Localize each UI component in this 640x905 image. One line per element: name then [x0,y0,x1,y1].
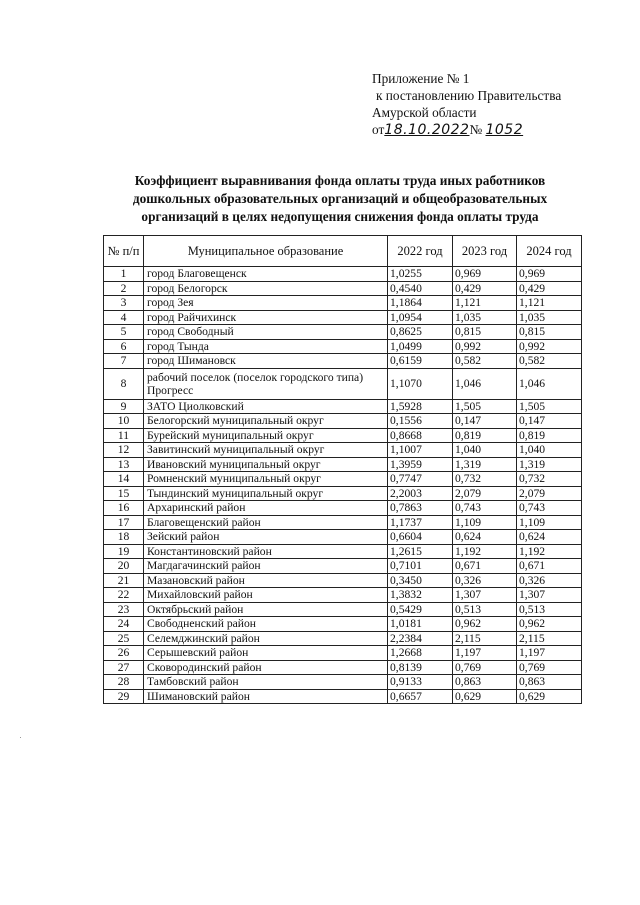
municipality-name: Сковородинский район [144,660,388,675]
value-2023: 0,819 [453,428,517,443]
value-2024: 0,769 [517,660,582,675]
value-2024: 0,513 [517,602,582,617]
table-row [104,515,582,530]
value-2022: 0,4540 [388,281,453,296]
value-2022: 0,8668 [388,428,453,443]
value-2022: 0,7747 [388,472,453,487]
value-2023: 1,109 [453,515,517,530]
value-2023: 1,035 [453,310,517,325]
municipality-name: город Белогорск [144,281,388,296]
row-number: 23 [104,602,144,617]
header-municipality: Муниципальное образование [144,236,388,267]
value-2022: 1,3832 [388,588,453,603]
value-2022: 0,6604 [388,530,453,545]
value-2024: 0,582 [517,354,582,369]
header-2022: 2022 год [388,236,453,267]
value-2022: 1,5928 [388,399,453,414]
municipality-name: Ивановский муниципальный округ [144,457,388,472]
value-2023: 0,326 [453,573,517,588]
municipality-name: Михайловский район [144,588,388,603]
value-2023: 0,732 [453,472,517,487]
value-2023: 1,040 [453,443,517,458]
municipality-name: Селемджинский район [144,631,388,646]
table-row [104,617,582,632]
table-row [104,486,582,501]
municipality-name: Магдагачинский район [144,559,388,574]
table-row [104,281,582,296]
value-2023: 0,969 [453,267,517,282]
municipality-name: город Свободный [144,325,388,340]
value-2024: 0,815 [517,325,582,340]
municipality-name: Тындинский муниципальный округ [144,486,388,501]
value-2023: 0,962 [453,617,517,632]
value-2022: 2,2384 [388,631,453,646]
value-2024: 1,040 [517,443,582,458]
row-number: 24 [104,617,144,632]
appendix-line-2: к постановлению Правительства [376,88,562,103]
value-2024: 0,819 [517,428,582,443]
row-number: 15 [104,486,144,501]
row-number: 17 [104,515,144,530]
value-2022: 1,1070 [388,368,453,399]
value-2022: 0,6657 [388,689,453,704]
value-2024: 0,969 [517,267,582,282]
municipality-name: Шимановский район [144,689,388,704]
table-row [104,646,582,661]
municipality-name: город Тында [144,339,388,354]
municipality-name: ЗАТО Циолковский [144,399,388,414]
value-2023: 1,319 [453,457,517,472]
value-2022: 2,2003 [388,486,453,501]
value-2022: 0,5429 [388,602,453,617]
value-2022: 0,3450 [388,573,453,588]
row-number: 29 [104,689,144,704]
table-row [104,414,582,429]
municipality-name: Октябрьский район [144,602,388,617]
value-2023: 0,147 [453,414,517,429]
table-row [104,544,582,559]
value-2023: 0,582 [453,354,517,369]
municipality-name: Константиновский район [144,544,388,559]
coefficient-table [103,235,582,704]
value-2022: 0,8625 [388,325,453,340]
municipality-name: Ромненский муниципальный округ [144,472,388,487]
value-2024: 0,429 [517,281,582,296]
row-number: 11 [104,428,144,443]
table-row [104,399,582,414]
row-number: 5 [104,325,144,340]
table-row [104,602,582,617]
table-row [104,296,582,311]
scan-speck [20,737,21,738]
municipality-name: Бурейский муниципальный округ [144,428,388,443]
value-2023: 0,743 [453,501,517,516]
handwritten-number: 1052 [485,122,524,138]
value-2024: 0,326 [517,573,582,588]
table-row [104,472,582,487]
row-number: 16 [104,501,144,516]
value-2022: 1,3959 [388,457,453,472]
value-2024: 1,197 [517,646,582,661]
row-number: 19 [104,544,144,559]
row-number: 26 [104,646,144,661]
municipality-name: город Шимановск [144,354,388,369]
value-2022: 1,2668 [388,646,453,661]
value-2022: 1,1864 [388,296,453,311]
value-2024: 1,035 [517,310,582,325]
row-number: 3 [104,296,144,311]
municipality-name: Завитинский муниципальный округ [144,443,388,458]
value-2023: 2,115 [453,631,517,646]
value-2024: 0,671 [517,559,582,574]
row-number: 9 [104,399,144,414]
table-row [104,443,582,458]
value-2022: 0,8139 [388,660,453,675]
value-2022: 0,7101 [388,559,453,574]
document-title: Коэффициент выравнивания фонда оплаты труда иных работников дошкольных образовательных организаций и общеобразовательных организаций в целях недопущения снижения фонда оплаты труда [132,173,548,224]
municipality-name: Свободненский район [144,617,388,632]
number-label: № [469,122,483,137]
header-number: № п/п [104,236,144,267]
value-2022: 1,1007 [388,443,453,458]
table-row [104,559,582,574]
value-2022: 1,2615 [388,544,453,559]
value-2023: 0,429 [453,281,517,296]
value-2022: 0,9133 [388,675,453,690]
value-2023: 0,513 [453,602,517,617]
row-number: 28 [104,675,144,690]
table-row [104,354,582,369]
value-2023: 1,192 [453,544,517,559]
value-2023: 1,121 [453,296,517,311]
table-row [104,368,582,399]
row-number: 22 [104,588,144,603]
value-2024: 0,732 [517,472,582,487]
value-2023: 0,992 [453,339,517,354]
municipality-name: Тамбовский район [144,675,388,690]
table-row [104,660,582,675]
table-row [104,631,582,646]
value-2023: 0,629 [453,689,517,704]
value-2024: 2,115 [517,631,582,646]
value-2024: 1,121 [517,296,582,311]
table-row [104,573,582,588]
municipality-name: Архаринский район [144,501,388,516]
table-row [104,457,582,472]
table-row [104,325,582,340]
row-number: 8 [104,368,144,399]
value-2022: 1,0181 [388,617,453,632]
table-row [104,501,582,516]
value-2023: 1,307 [453,588,517,603]
value-2024: 1,192 [517,544,582,559]
value-2022: 0,1556 [388,414,453,429]
value-2024: 0,962 [517,617,582,632]
value-2022: 0,6159 [388,354,453,369]
row-number: 10 [104,414,144,429]
value-2024: 1,046 [517,368,582,399]
value-2022: 1,1737 [388,515,453,530]
appendix-date-line [372,121,622,139]
row-number: 2 [104,281,144,296]
handwritten-date: 18.10.2022 [384,122,470,138]
value-2022: 0,7863 [388,501,453,516]
value-2022: 1,0954 [388,310,453,325]
appendix-header [372,70,622,139]
row-number: 7 [104,354,144,369]
value-2024: 0,863 [517,675,582,690]
value-2024: 0,743 [517,501,582,516]
appendix-line-1: Приложение № 1 [372,71,470,86]
municipality-name: город Благовещенск [144,267,388,282]
table-row [104,339,582,354]
value-2024: 0,629 [517,689,582,704]
value-2022: 1,0499 [388,339,453,354]
municipality-name: рабочий поселок (поселок городского типа) Прогресс [144,368,388,399]
row-number: 4 [104,310,144,325]
row-number: 27 [104,660,144,675]
value-2023: 0,863 [453,675,517,690]
value-2023: 1,197 [453,646,517,661]
value-2023: 1,046 [453,368,517,399]
row-number: 13 [104,457,144,472]
table-row [104,588,582,603]
appendix-line-3: Амурской области [372,105,477,120]
municipality-name: Зейский район [144,530,388,545]
municipality-name: Мазановский район [144,573,388,588]
municipality-name: Благовещенский район [144,515,388,530]
date-prefix: от [372,122,385,137]
table-header-row [104,236,582,267]
header-2024: 2024 год [517,236,582,267]
municipality-name: город Зея [144,296,388,311]
municipality-name: Серышевский район [144,646,388,661]
row-number: 14 [104,472,144,487]
value-2024: 2,079 [517,486,582,501]
header-2023: 2023 год [453,236,517,267]
row-number: 21 [104,573,144,588]
value-2024: 0,147 [517,414,582,429]
value-2023: 0,624 [453,530,517,545]
row-number: 18 [104,530,144,545]
table-row [104,530,582,545]
value-2024: 0,624 [517,530,582,545]
value-2023: 2,079 [453,486,517,501]
value-2023: 0,815 [453,325,517,340]
row-number: 1 [104,267,144,282]
value-2022: 1,0255 [388,267,453,282]
municipality-name: город Райчихинск [144,310,388,325]
table-row [104,310,582,325]
table-row [104,675,582,690]
value-2023: 0,769 [453,660,517,675]
table-row [104,689,582,704]
row-number: 6 [104,339,144,354]
value-2024: 0,992 [517,339,582,354]
value-2023: 0,671 [453,559,517,574]
value-2023: 1,505 [453,399,517,414]
value-2024: 1,109 [517,515,582,530]
row-number: 25 [104,631,144,646]
value-2024: 1,505 [517,399,582,414]
municipality-name: Белогорский муниципальный округ [144,414,388,429]
table-row [104,428,582,443]
value-2024: 1,307 [517,588,582,603]
value-2024: 1,319 [517,457,582,472]
row-number: 20 [104,559,144,574]
table-row [104,267,582,282]
row-number: 12 [104,443,144,458]
